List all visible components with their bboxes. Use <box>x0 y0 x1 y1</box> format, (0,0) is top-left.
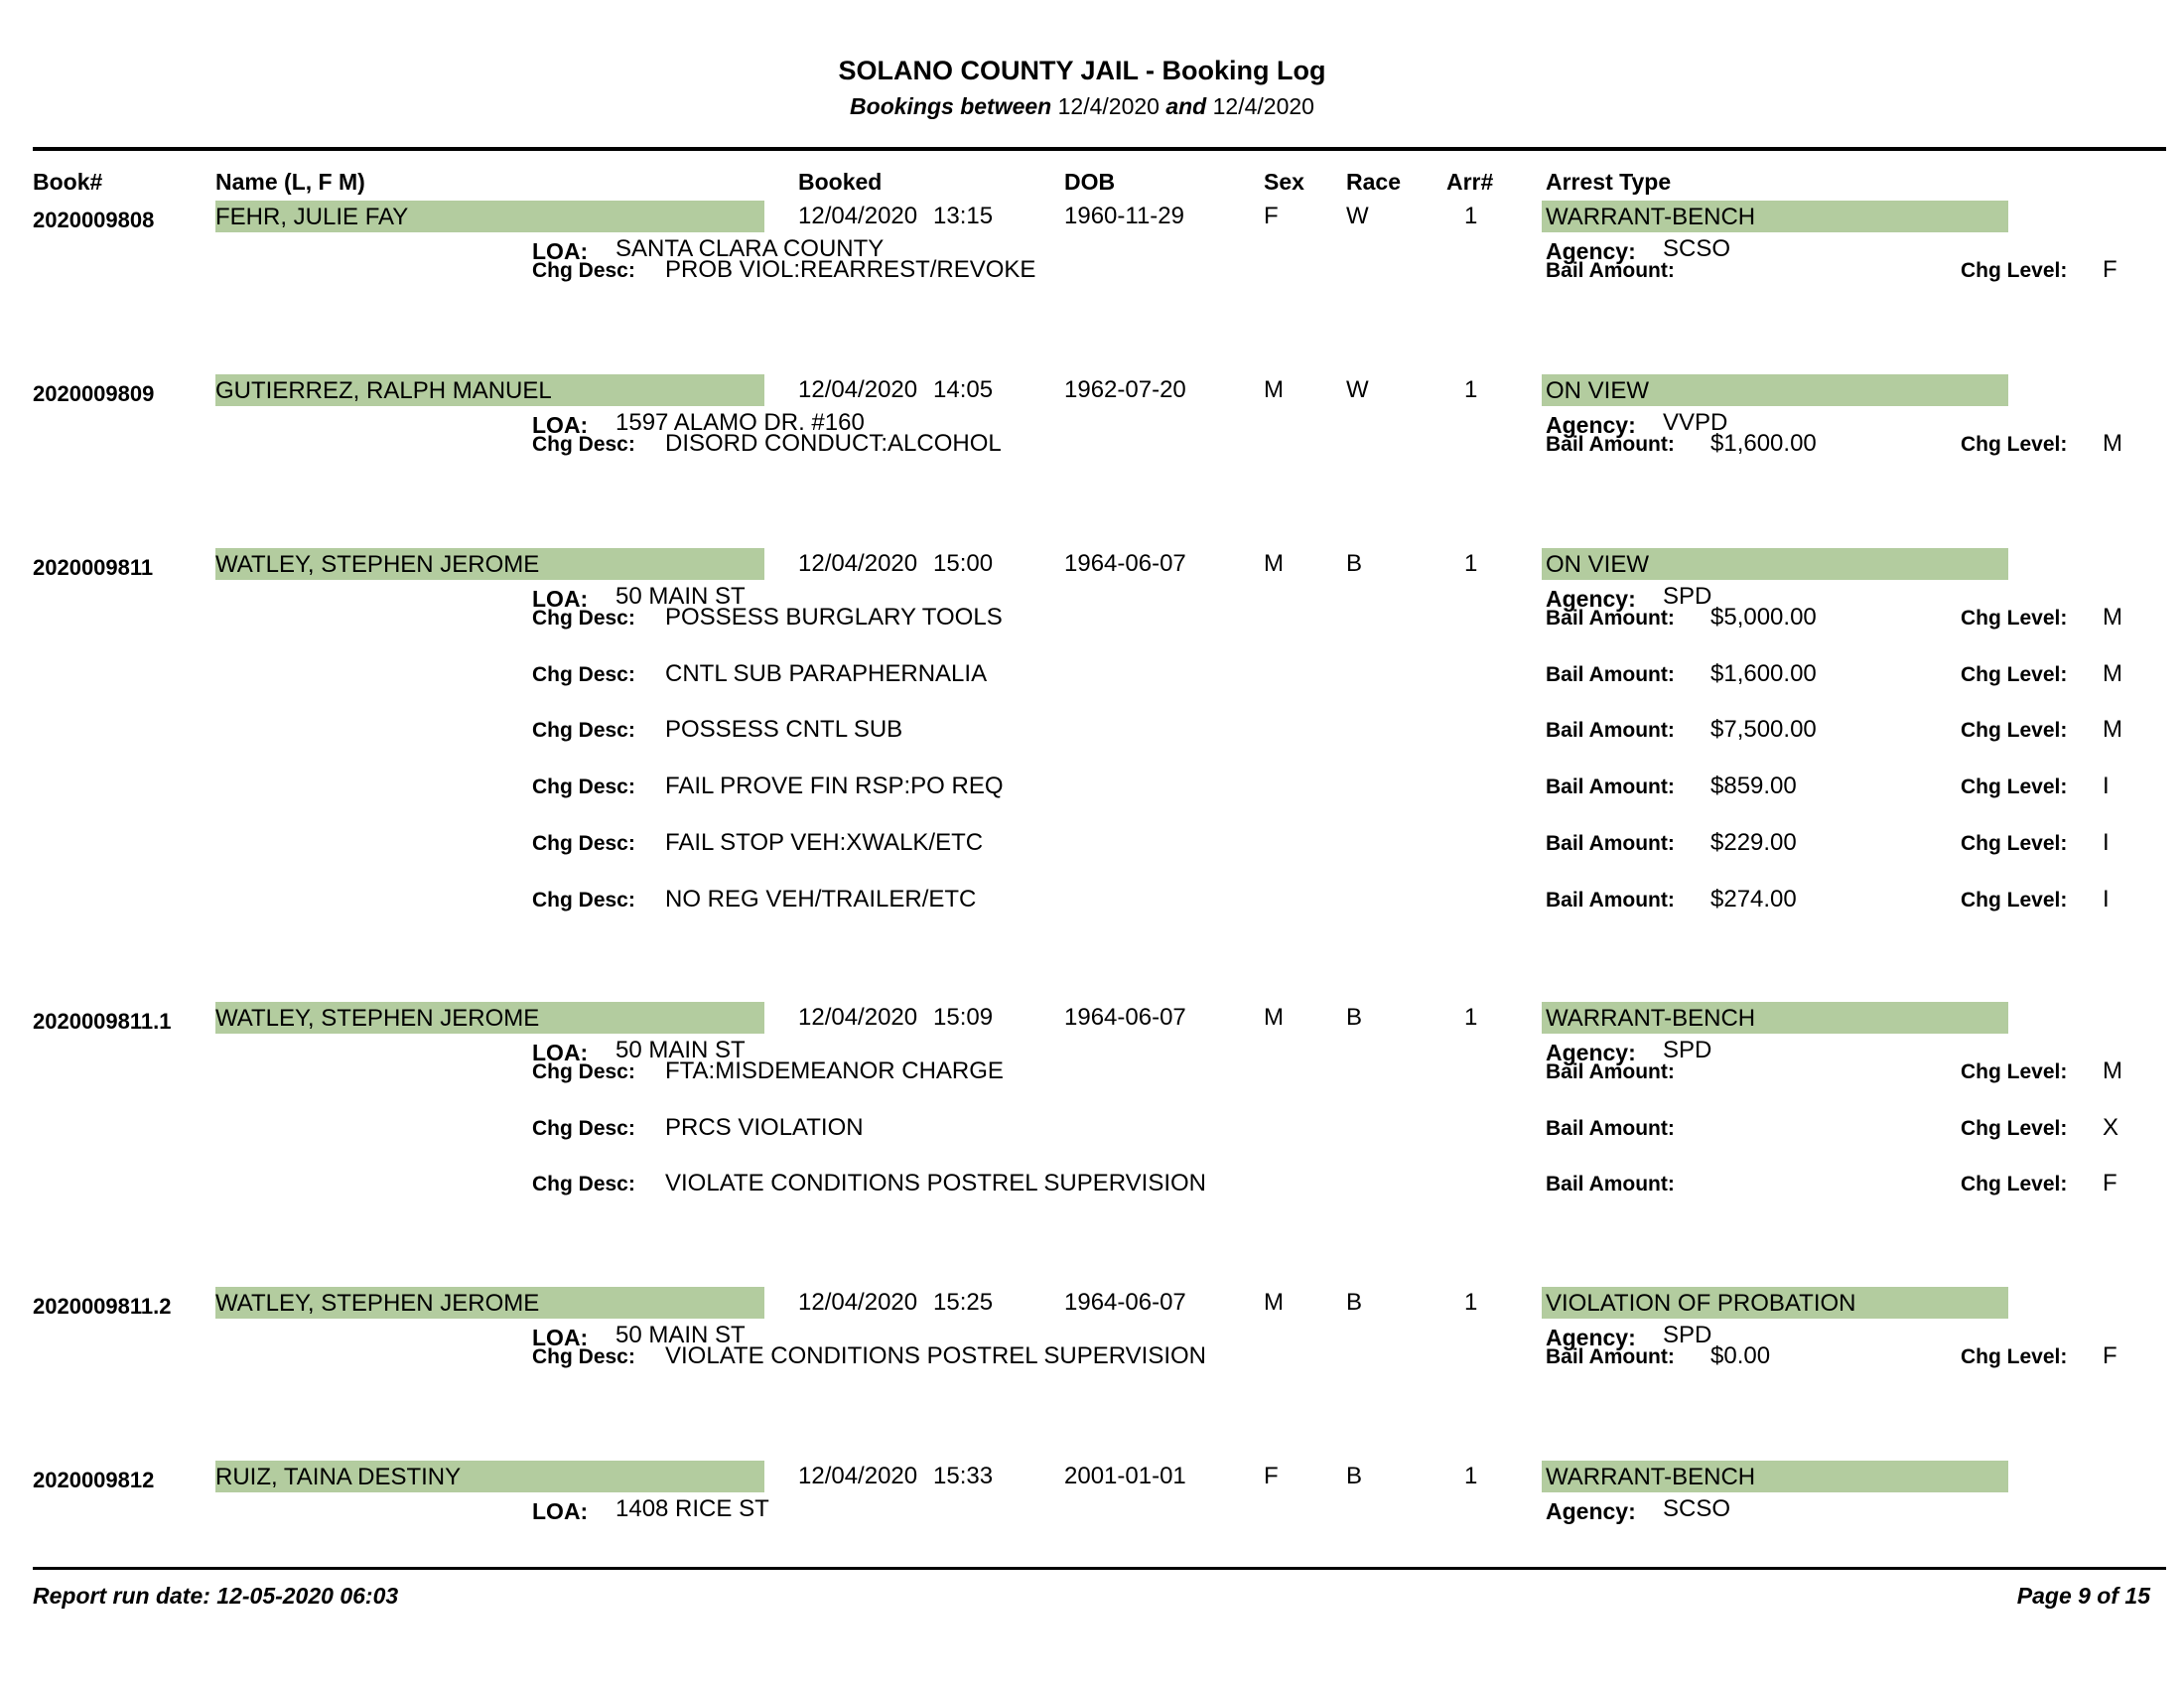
agency-value: SCSO <box>1663 235 1731 262</box>
charge-description: PROB VIOL:REARREST/REVOKE <box>665 256 1036 283</box>
chg-desc-label: Chg Desc: <box>532 831 635 855</box>
bail-amount-value: $274.00 <box>1710 885 1797 913</box>
bail-amount-label: Bail Amount: <box>1546 1116 1675 1140</box>
agency-value: SPD <box>1663 1037 1712 1063</box>
col-header-booked: Booked <box>798 169 883 195</box>
col-header-race: Race <box>1346 169 1401 195</box>
book-number: 2020009809 <box>33 381 155 406</box>
bail-amount-label: Bail Amount: <box>1546 831 1675 855</box>
charge-level: M <box>2103 1057 2122 1084</box>
agency-label: Agency: <box>1546 238 1636 264</box>
sex: M <box>1264 1289 1284 1316</box>
chg-level-label: Chg Level: <box>1961 888 2068 912</box>
report-run-date: Report run date: 12-05-2020 06:03 <box>33 1583 399 1609</box>
page-number: Page 9 of 15 <box>2016 1583 2150 1609</box>
charge-level: I <box>2103 828 2110 856</box>
bail-amount-label: Bail Amount: <box>1546 1345 1675 1368</box>
booked-date: 12/04/2020 <box>798 376 918 403</box>
name-highlight <box>215 201 764 232</box>
charge-description: VIOLATE CONDITIONS POSTREL SUPERVISION <box>665 1170 1207 1197</box>
charge-level: I <box>2103 885 2110 913</box>
arrest-count: 1 <box>1464 376 1478 403</box>
name-highlight <box>215 1461 764 1492</box>
race: B <box>1346 1289 1363 1316</box>
arrest-type: WARRANT-BENCH <box>1546 204 1756 230</box>
charge-description: PRCS VIOLATION <box>665 1113 864 1141</box>
subtitle-and: and <box>1165 93 1207 119</box>
inmate-name: WATLEY, STEPHEN JEROME <box>215 551 540 578</box>
charge-description: POSSESS CNTL SUB <box>665 716 903 744</box>
race: W <box>1346 203 1369 229</box>
bail-amount-value: $7,500.00 <box>1710 716 1817 744</box>
inmate-name: RUIZ, TAINA DESTINY <box>215 1464 462 1490</box>
dob: 1962-07-20 <box>1064 376 1186 403</box>
booked-time: 15:00 <box>933 550 994 577</box>
agency-label: Agency: <box>1546 412 1636 438</box>
bail-amount-value: $0.00 <box>1710 1342 1771 1369</box>
charge-level: M <box>2103 716 2122 744</box>
loa-label: LOA: <box>532 238 589 264</box>
arrest-count: 1 <box>1464 1463 1478 1489</box>
chg-level-label: Chg Level: <box>1961 719 2068 743</box>
bail-amount-label: Bail Amount: <box>1546 888 1675 912</box>
charge-level: F <box>2103 1170 2117 1197</box>
loa-label: LOA: <box>532 1498 589 1524</box>
col-header-arr: Arr# <box>1446 169 1494 195</box>
race: B <box>1346 1004 1363 1031</box>
loa-value: 50 MAIN ST <box>615 1322 746 1348</box>
bail-amount-label: Bail Amount: <box>1546 719 1675 743</box>
report-title: SOLANO COUNTY JAIL - Booking Log <box>838 56 1326 85</box>
book-number: 2020009811 <box>33 555 154 580</box>
dob: 1960-11-29 <box>1064 203 1184 229</box>
arrest-type: WARRANT-BENCH <box>1546 1464 1756 1490</box>
agency-label: Agency: <box>1546 586 1636 612</box>
charge-level: I <box>2103 773 2110 800</box>
bail-amount-value: $1,600.00 <box>1710 430 1817 457</box>
booked-date: 12/04/2020 <box>798 1004 918 1031</box>
sex: F <box>1264 1463 1279 1489</box>
booked-date: 12/04/2020 <box>798 1289 918 1316</box>
col-header-arrest-type: Arrest Type <box>1546 169 1672 195</box>
loa-value: 50 MAIN ST <box>615 1037 746 1063</box>
loa-value: SANTA CLARA COUNTY <box>615 235 885 262</box>
chg-desc-label: Chg Desc: <box>532 1345 635 1368</box>
agency-value: SPD <box>1663 583 1712 610</box>
charge-level: M <box>2103 659 2122 687</box>
sex: M <box>1264 376 1284 403</box>
agency-value: SCSO <box>1663 1495 1731 1522</box>
race: B <box>1346 550 1363 577</box>
book-number: 2020009812 <box>33 1468 155 1492</box>
chg-desc-label: Chg Desc: <box>532 259 635 282</box>
bail-amount-label: Bail Amount: <box>1546 662 1675 686</box>
sex: M <box>1264 550 1284 577</box>
col-header-book: Book# <box>33 169 103 195</box>
booked-date: 12/04/2020 <box>798 550 918 577</box>
charge-level: F <box>2103 256 2117 283</box>
race: W <box>1346 376 1369 403</box>
book-number: 2020009808 <box>33 208 155 232</box>
dob: 1964-06-07 <box>1064 1289 1186 1316</box>
charge-description: NO REG VEH/TRAILER/ETC <box>665 885 977 913</box>
booked-date: 12/04/2020 <box>798 203 918 229</box>
charge-description: FTA:MISDEMEANOR CHARGE <box>665 1057 1004 1084</box>
agency-value: SPD <box>1663 1322 1712 1348</box>
dob: 1964-06-07 <box>1064 1004 1186 1031</box>
charge-level: X <box>2103 1113 2119 1141</box>
chg-desc-label: Chg Desc: <box>532 775 635 799</box>
arrest-type-highlight <box>1542 1287 2008 1319</box>
booked-time: 15:09 <box>933 1004 994 1031</box>
chg-desc-label: Chg Desc: <box>532 1060 635 1083</box>
header-rule <box>33 147 2166 151</box>
chg-desc-label: Chg Desc: <box>532 719 635 743</box>
chg-desc-label: Chg Desc: <box>532 433 635 456</box>
name-highlight <box>215 374 764 406</box>
name-highlight <box>215 1002 764 1034</box>
chg-level-label: Chg Level: <box>1961 1116 2068 1140</box>
chg-level-label: Chg Level: <box>1961 1345 2068 1368</box>
report-subtitle <box>0 93 2164 120</box>
date-to: 12/4/2020 <box>1212 93 1314 119</box>
inmate-name: WATLEY, STEPHEN JEROME <box>215 1290 540 1317</box>
bail-amount-label: Bail Amount: <box>1546 433 1675 456</box>
loa-value: 1408 RICE ST <box>615 1495 769 1522</box>
chg-level-label: Chg Level: <box>1961 607 2068 630</box>
arrest-count: 1 <box>1464 1289 1478 1316</box>
chg-level-label: Chg Level: <box>1961 1060 2068 1083</box>
booked-time: 15:25 <box>933 1289 994 1316</box>
chg-level-label: Chg Level: <box>1961 662 2068 686</box>
race: B <box>1346 1463 1363 1489</box>
inmate-name: GUTIERREZ, RALPH MANUEL <box>215 377 552 404</box>
arrest-type: ON VIEW <box>1546 377 1650 404</box>
dob: 2001-01-01 <box>1064 1463 1186 1489</box>
loa-label: LOA: <box>532 412 589 438</box>
arrest-count: 1 <box>1464 1004 1478 1031</box>
chg-level-label: Chg Level: <box>1961 259 2068 282</box>
loa-label: LOA: <box>532 586 589 612</box>
charge-level: M <box>2103 430 2122 457</box>
chg-level-label: Chg Level: <box>1961 1173 2068 1196</box>
charge-level: F <box>2103 1342 2117 1369</box>
agency-value: VVPD <box>1663 409 1728 436</box>
charge-description: FAIL STOP VEH:XWALK/ETC <box>665 828 984 856</box>
name-highlight <box>215 1287 764 1319</box>
charge-description: FAIL PROVE FIN RSP:PO REQ <box>665 773 1004 800</box>
chg-level-label: Chg Level: <box>1961 433 2068 456</box>
col-header-dob: DOB <box>1064 169 1116 195</box>
dob: 1964-06-07 <box>1064 550 1186 577</box>
booked-time: 13:15 <box>933 203 994 229</box>
footer-rule <box>33 1567 2166 1570</box>
loa-value: 50 MAIN ST <box>615 583 746 610</box>
charge-level: M <box>2103 604 2122 631</box>
chg-desc-label: Chg Desc: <box>532 888 635 912</box>
bail-amount-value: $5,000.00 <box>1710 604 1817 631</box>
chg-desc-label: Chg Desc: <box>532 1173 635 1196</box>
charge-description: POSSESS BURGLARY TOOLS <box>665 604 1003 631</box>
book-number: 2020009811.1 <box>33 1009 172 1034</box>
inmate-name: WATLEY, STEPHEN JEROME <box>215 1005 540 1032</box>
col-header-name: Name (L, F M) <box>215 169 365 195</box>
arrest-type-highlight <box>1542 1002 2008 1034</box>
bail-amount-value: $859.00 <box>1710 773 1797 800</box>
bail-amount-label: Bail Amount: <box>1546 607 1675 630</box>
bail-amount-label: Bail Amount: <box>1546 1173 1675 1196</box>
charge-description: DISORD CONDUCT:ALCOHOL <box>665 430 1002 457</box>
bail-amount-label: Bail Amount: <box>1546 1060 1675 1083</box>
inmate-name: FEHR, JULIE FAY <box>215 204 409 230</box>
arrest-type-highlight <box>1542 1461 2008 1492</box>
bail-amount-value: $1,600.00 <box>1710 659 1817 687</box>
col-header-sex: Sex <box>1264 169 1304 195</box>
loa-label: LOA: <box>532 1325 589 1350</box>
arrest-type: WARRANT-BENCH <box>1546 1005 1756 1032</box>
charge-description: CNTL SUB PARAPHERNALIA <box>665 659 988 687</box>
chg-desc-label: Chg Desc: <box>532 607 635 630</box>
sex: F <box>1264 203 1279 229</box>
arrest-count: 1 <box>1464 550 1478 577</box>
chg-level-label: Chg Level: <box>1961 831 2068 855</box>
loa-label: LOA: <box>532 1040 589 1065</box>
booked-time: 15:33 <box>933 1463 994 1489</box>
arrest-type: VIOLATION OF PROBATION <box>1546 1290 1856 1317</box>
chg-desc-label: Chg Desc: <box>532 662 635 686</box>
chg-level-label: Chg Level: <box>1961 775 2068 799</box>
arrest-type: ON VIEW <box>1546 551 1650 578</box>
arrest-type-highlight <box>1542 548 2008 580</box>
booked-date: 12/04/2020 <box>798 1463 918 1489</box>
name-highlight <box>215 548 764 580</box>
book-number: 2020009811.2 <box>33 1294 172 1319</box>
booked-time: 14:05 <box>933 376 994 403</box>
charge-description: VIOLATE CONDITIONS POSTREL SUPERVISION <box>665 1342 1207 1369</box>
agency-label: Agency: <box>1546 1040 1636 1065</box>
agency-label: Agency: <box>1546 1498 1636 1524</box>
arrest-type-highlight <box>1542 374 2008 406</box>
date-from: 12/4/2020 <box>1057 93 1160 119</box>
sex: M <box>1264 1004 1284 1031</box>
bail-amount-label: Bail Amount: <box>1546 775 1675 799</box>
loa-value: 1597 ALAMO DR. #160 <box>615 409 865 436</box>
arrest-type-highlight <box>1542 201 2008 232</box>
bail-amount-label: Bail Amount: <box>1546 259 1675 282</box>
bail-amount-value: $229.00 <box>1710 828 1797 856</box>
subtitle-prefix: Bookings between <box>850 93 1052 119</box>
arrest-count: 1 <box>1464 203 1478 229</box>
agency-label: Agency: <box>1546 1325 1636 1350</box>
chg-desc-label: Chg Desc: <box>532 1116 635 1140</box>
